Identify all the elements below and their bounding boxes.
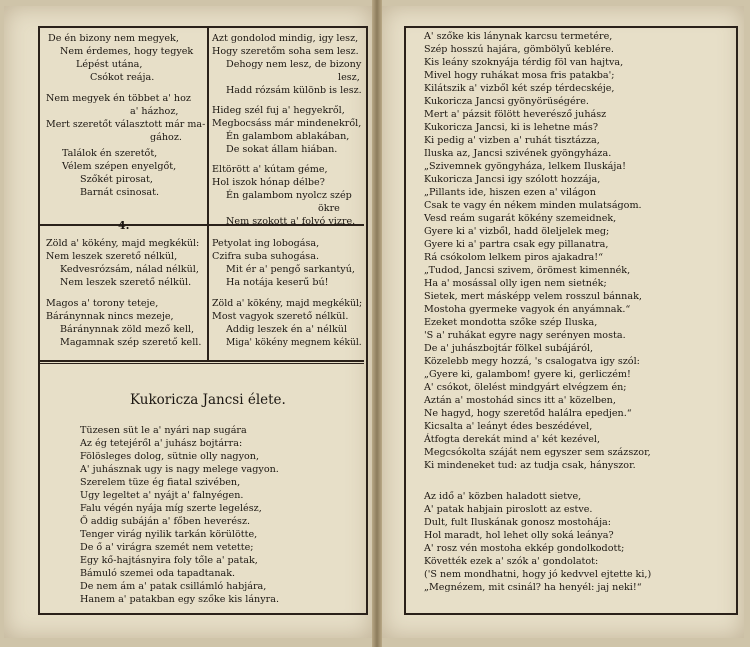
- verse-line: Én galambom ablakában,: [226, 131, 350, 142]
- section-divider-lower-2: [40, 363, 364, 364]
- poem-line: Kicsalta a' leányt édes beszédével,: [424, 421, 593, 432]
- poem-line: Szerelem tüze ég fiatal szivében,: [80, 477, 241, 488]
- verse-line: Én galambom nyolcz szép: [226, 190, 352, 201]
- verse-line: Barnát csinosat.: [80, 187, 160, 198]
- verse-line: Hadd rózsám különb is lesz.: [226, 85, 362, 96]
- verse-line: Magos a' torony teteje,: [46, 298, 159, 309]
- verse-line: Nem szokott a' folyó vizre.: [226, 216, 356, 227]
- poem-line: Bámuló szemei oda tapadtanak.: [80, 568, 236, 579]
- verse-line: Találok én szeretőt,: [62, 148, 158, 159]
- poem-line: Kukoricza Jancsi gyönyörüségére.: [424, 96, 589, 107]
- poem-line: Ugy legeltet a' nyájt a' falnyégen.: [80, 490, 244, 501]
- verse-line: gához.: [150, 132, 182, 143]
- poem-line: Hol maradt, hol lehet olly soká leánya?: [424, 530, 614, 541]
- poem-line: Rá csókolom lelkem piros ajakadra!“: [424, 252, 604, 263]
- verse-line: Szőkét pirosat,: [80, 174, 153, 185]
- verse-line: Petyolat ing lobogása,: [212, 238, 320, 249]
- verse-line: Báránynnak zöld mező kell,: [60, 324, 195, 335]
- poem-title: Kukoricza Jancsi élete.: [130, 392, 286, 408]
- verse-line: Eltörött a' kútam géme,: [212, 164, 328, 175]
- poem-line: Ki pedig a' vizben a' ruhát tisztázza,: [424, 135, 600, 146]
- verse-line: Ha notája keserű bú!: [226, 277, 329, 288]
- verse-line: Báránynnak nincs mezeje,: [46, 311, 174, 322]
- poem-line: Sietek, mert másképp velem rosszul bánnak,: [424, 291, 642, 302]
- poem-line: Hanem a' patakban egy szőke kis lányra.: [80, 594, 280, 605]
- poem-line: Aztán a' mostohád sincs itt a' közelben,: [424, 395, 616, 406]
- poem-line: A' rosz vén mostoha ekkép gondolkodott;: [424, 543, 625, 554]
- poem-line: Kukoricza Jancsi, ki is lehetne más?: [424, 122, 599, 133]
- poem-line: Szép hosszú hajára, gömbölyű keblére.: [424, 44, 614, 55]
- poem-line: Ki mindeneket tud: az tudja csak, hányszor.: [424, 460, 636, 471]
- verse-line: De én bizony nem megyek,: [48, 33, 179, 44]
- poem-line: „Tudod, Jancsi szivem, örömest kimennék,: [424, 265, 631, 276]
- poem-line: Dult, fult Iluskának gonosz mostohája:: [424, 517, 612, 528]
- verse-line: lesz,: [338, 72, 360, 83]
- poem-line: Vesd reám sugarát kökény szemeidnek,: [424, 213, 617, 224]
- poem-line: Iluska az, Jancsi szivének gyöngyháza.: [424, 148, 612, 159]
- poem-line: Falu végén nyája míg szerte legelész,: [80, 503, 262, 514]
- section-number: 4.: [118, 219, 130, 232]
- verse-line: De sokat állam hiában.: [226, 144, 338, 155]
- poem-line: „Gyere ki, galambom! gyere ki, gerliczém!: [424, 369, 631, 380]
- column-divider-top: [207, 28, 209, 224]
- section-divider-lower: [40, 360, 364, 362]
- verse-line: Zöld a' kökény, majd megkékül:: [46, 238, 200, 249]
- poem-line: Tüzesen süt le a' nyári nap sugára: [80, 425, 247, 436]
- poem-line: A' patak habjain piroslott az estve.: [424, 504, 593, 515]
- poem-line: Mert a' pázsit fölött heverésző juhász: [424, 109, 607, 120]
- poem-line: De nem ám a' patak csillámló habjára,: [80, 581, 267, 592]
- verse-line: Hideg szél fuj a' hegyekről,: [212, 105, 345, 116]
- poem-line: A' csókot, ölelést mindgyárt elvégzem én;: [424, 382, 627, 393]
- verse-line: Miga' kökény megnem kékül.: [226, 337, 362, 348]
- poem-line: Mivel hogy ruhákat mosa fris patakba';: [424, 70, 615, 81]
- verse-line: ökre: [318, 203, 340, 214]
- poem-line: Kis leány szoknyája térdig föl van hajtva,: [424, 57, 624, 68]
- verse-line: Nem érdemes, hogy tegyek: [60, 46, 194, 57]
- poem-line: Közelebb megy hozzá, 's csalogatva igy szól:: [424, 356, 640, 367]
- verse-line: Nem leszek szerető nélkül,: [46, 251, 178, 262]
- poem-line: Kukoricza Jancsi igy szólott hozzája,: [424, 174, 601, 185]
- poem-line: „Megnézem, mit csinál? ha henyél: jaj neki!“: [424, 582, 642, 593]
- verse-line: Mit ér a' pengő sarkantyú,: [226, 264, 355, 275]
- poem-line: Az idő a' közben haladott sietve,: [424, 491, 582, 502]
- verse-line: Zöld a' kökény, majd megkékül;: [212, 298, 363, 309]
- poem-line: De a' juhászbojtár fölkel subájáról,: [424, 343, 594, 354]
- poem-line: Ne hagyd, hogy szeretőd halálra epedjen.“: [424, 408, 632, 419]
- verse-line: Kedvesrózsám, nálad nélkül,: [60, 264, 199, 275]
- verse-line: Hol iszok hónap délbe?: [212, 177, 325, 188]
- book-gutter: [372, 0, 382, 647]
- poem-line: Egy kő-hajtásnyira foly tőle a' patak,: [80, 555, 258, 566]
- column-divider-bottom: [207, 226, 209, 360]
- verse-line: Nem leszek szerető nélkül.: [60, 277, 192, 288]
- poem-line: Az ég tetejéről a' juhász bojtárra:: [80, 438, 243, 449]
- verse-line: Addig leszek én a' nélkül: [226, 324, 348, 335]
- poem-line: „Szivemnek gyöngyháza, lelkem Iluskája!: [424, 161, 626, 172]
- poem-line: Tenger virág nyilik tarkán körülötte,: [80, 529, 258, 540]
- verse-line: Lépést utána,: [76, 59, 143, 70]
- poem-line: Átfogta derekát mind a' két kezével,: [424, 434, 601, 445]
- poem-line: 'S a' ruhákat egyre nagy serényen mosta.: [424, 330, 626, 341]
- poem-line: Követték ezek a' szók a' gondolatot:: [424, 556, 599, 567]
- poem-line: Gyere ki a' vizből, hadd öleljelek meg;: [424, 226, 610, 237]
- poem-line: Ha a' mosással olly igen nem sietnék;: [424, 278, 607, 289]
- poem-line: Ő addig subáján a' főben heverész.: [80, 516, 251, 527]
- poem-line: A' juhásznak ugy is nagy melege vagyon.: [80, 464, 279, 475]
- poem-line: A' szőke kis lánynak karcsu termetére,: [424, 31, 613, 42]
- poem-line: Gyere ki a' partra csak egy pillanatra,: [424, 239, 609, 250]
- verse-line: Czifra suba suhogása.: [212, 251, 319, 262]
- poem-line: Kilátszik a' vizből két szép térdecskéje,: [424, 83, 615, 94]
- verse-line: Dehogy nem lesz, de bizony: [226, 59, 362, 70]
- poem-line: ('S nem mondhatni, hogy jó kedvvel ejtette ki,): [424, 569, 652, 580]
- verse-line: Vélem szépen enyelgőt,: [62, 161, 177, 172]
- poem-line: Megcsókolta száját nem egyszer sem százszor,: [424, 447, 651, 458]
- verse-line: Magamnak szép szerető kell.: [60, 337, 202, 348]
- poem-line: Mostoha gyermeke vagyok én anyámnak.“: [424, 304, 631, 315]
- verse-line: Mert szeretőt választott már ma-: [46, 119, 206, 130]
- verse-line: Most vagyok szerető nélkül.: [212, 311, 349, 322]
- poem-line: Csak te vagy én nékem minden mulatságom.: [424, 200, 642, 211]
- verse-line: Hogy szeretőm soha sem lesz.: [212, 46, 359, 57]
- verse-line: a' házhoz,: [130, 106, 179, 117]
- poem-line: Fölösleges dolog, sütnie olly nagyon,: [80, 451, 259, 462]
- poem-line: Ezeket mondotta szőke szép Iluska,: [424, 317, 598, 328]
- verse-line: Azt gondolod mindig, igy lesz,: [212, 33, 359, 44]
- verse-line: Nem megyek én többet a' hoz: [46, 93, 191, 104]
- poem-line: „Pillants ide, hiszen ezen a' világon: [424, 187, 596, 198]
- verse-line: Csókot reája.: [90, 72, 155, 83]
- verse-line: Megbocsáss már mindenekről,: [212, 118, 362, 129]
- poem-line: De ő a' virágra szemét nem vetette;: [80, 542, 254, 553]
